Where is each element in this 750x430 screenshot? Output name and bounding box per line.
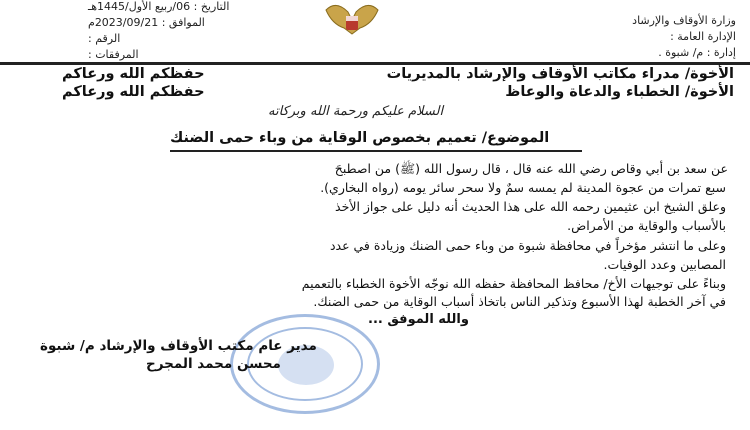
general-admin-label: الإدارة العامة : [670, 30, 736, 43]
body-line-5: وعلى ما انتشر مؤخراً في محافظة شبوة من وباء حمى الضنك وزيادة في عدد [329, 238, 726, 253]
subject-underline [170, 150, 582, 152]
number-label: الرقم : [88, 32, 121, 45]
attachments-label: المرفقات : [88, 48, 139, 61]
closing-line: والله الموفق ... [368, 312, 469, 327]
ministry-name: وزارة الأوقاف والإرشاد [632, 14, 736, 27]
signatory-title: مدير عام مكتب الأوقاف والإرشاد م/ شبوة [40, 338, 317, 354]
coat-of-arms-emblem [322, 0, 382, 42]
body-line-4: بالأسباب والوقاية من الأمراض. [567, 218, 726, 233]
body-line-2: سبع تمرات من عجوة المدينة لم يمسه سمٌ ولا سحر سائر يومه (رواه البخاري). [320, 180, 726, 195]
body-line-6: المصابين وعدد الوفيات. [603, 257, 726, 272]
greeting-right-1: حفظكم الله ورعاكم [62, 66, 205, 82]
admin-branch: إدارة : م/ شبوة . [658, 46, 736, 59]
body-line-8: في آخر الخطبة لهذا الأسبوع وتذكير الناس باتخاذ أسباب الوقاية من حمى الضنك. [313, 294, 726, 309]
subject-line: الموضوع/ تعميم بخصوص الوقاية من وباء حمى الضنك [170, 130, 550, 146]
date-hijri: التاريخ : 06/ربيع الأول/1445هـ [88, 0, 230, 13]
date-gregorian: الموافق : 2023/09/21م [88, 16, 205, 29]
addressee-line-2: الأخوة/ الخطباء والدعاة والوعاظ [505, 84, 734, 100]
header-divider [0, 62, 750, 65]
body-line-1: عن سعد بن أبي وقاص رضي الله عنه قال ، قال رسول الله (ﷺ) من اصطبحَ [334, 161, 728, 176]
salutation: السلام عليكم ورحمة الله وبركاته [268, 104, 444, 119]
body-line-3: وعلق الشيخ ابن عثيمين رحمه الله على هذا الحديث أنه دليل على جواز الأخذ [335, 199, 726, 214]
addressee-line-1: الأخوة/ مدراء مكاتب الأوقاف والإرشاد بالمديريات [386, 66, 734, 82]
greeting-right-2: حفظكم الله ورعاكم [62, 84, 205, 100]
body-line-7: وبناءً على توجيهات الأخ/ محافظ المحافظة حفظه الله نوجّه الأخوة الخطباء بالتعميم [301, 276, 726, 291]
signatory-name: محسن محمد المجرح [146, 356, 281, 372]
